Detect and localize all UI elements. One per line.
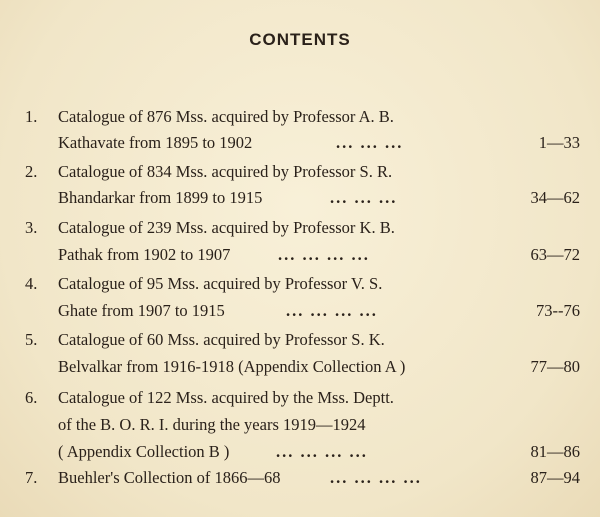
entry-title: Buehler's Collection of 1866—68 [58, 468, 281, 487]
entry-title-continued: Kathavate from 1895 to 1902 [58, 133, 253, 152]
leader-dots: ... ... ... [330, 188, 398, 207]
entry-number: 5. [25, 330, 38, 349]
page-range: 1—33 [538, 133, 580, 152]
toc-entry-5 [0, 328, 600, 352]
leader-dots: ... ... ... ... [276, 442, 368, 461]
entry-number: 2. [25, 162, 38, 181]
leader-dots: ... ... ... ... [286, 301, 378, 320]
toc-entry-2-cont [0, 186, 600, 210]
page-range: 81—86 [530, 442, 580, 461]
toc-entry-6-cont [0, 413, 600, 437]
entry-title: Catalogue of 95 Mss. acquired by Professor V. S. [58, 274, 383, 293]
toc-entry-2 [0, 160, 600, 184]
toc-entry-1 [0, 105, 600, 129]
page-title: CONTENTS [249, 30, 351, 49]
entry-title: Catalogue of 834 Mss. acquired by Professor S. R. [58, 162, 393, 181]
entry-title: Catalogue of 876 Mss. acquired by Professor A. B. [58, 107, 394, 126]
entry-title: Catalogue of 122 Mss. acquired by the Mss. Deptt. [58, 388, 394, 407]
toc-entry-3-cont [0, 243, 600, 267]
entry-title-continued: Ghate from 1907 to 1915 [58, 301, 225, 320]
entry-number: 7. [25, 468, 38, 487]
page-range: 63—72 [530, 245, 580, 264]
entry-title: Catalogue of 239 Mss. acquired by Professor K. B. [58, 218, 395, 237]
page-range: 34—62 [530, 188, 580, 207]
leader-dots: ... ... ... ... [278, 245, 370, 264]
toc-entry-4 [0, 272, 600, 296]
toc-entry-4-cont [0, 299, 600, 323]
toc-entry-7 [0, 466, 600, 490]
toc-entry-5-cont [0, 355, 600, 379]
entry-number: 4. [25, 274, 38, 293]
entry-number: 6. [25, 388, 38, 407]
entry-title: Catalogue of 60 Mss. acquired by Professor S. K. [58, 330, 385, 349]
entry-number: 3. [25, 218, 38, 237]
toc-entry-3 [0, 216, 600, 240]
entry-number: 1. [25, 107, 38, 126]
entry-title-continued: of the B. O. R. I. during the years 1919—1924 [58, 415, 366, 434]
leader-dots: ... ... ... ... [330, 468, 422, 487]
toc-entry-6-cont2 [0, 440, 600, 464]
toc-entry-1-cont [0, 131, 600, 155]
leader-dots: ... ... ... [336, 133, 404, 152]
page-range: 73--76 [536, 301, 580, 320]
toc-entry-6 [0, 386, 600, 410]
page-range: 87—94 [530, 468, 580, 487]
entry-title-continued: Pathak from 1902 to 1907 [58, 245, 231, 264]
entry-title-continued: Belvalkar from 1916-1918 (Appendix Collection A ) [58, 357, 406, 376]
page-range: 77—80 [530, 357, 580, 376]
entry-title-continued: ( Appendix Collection B ) [58, 442, 230, 461]
entry-title-continued: Bhandarkar from 1899 to 1915 [58, 188, 263, 207]
